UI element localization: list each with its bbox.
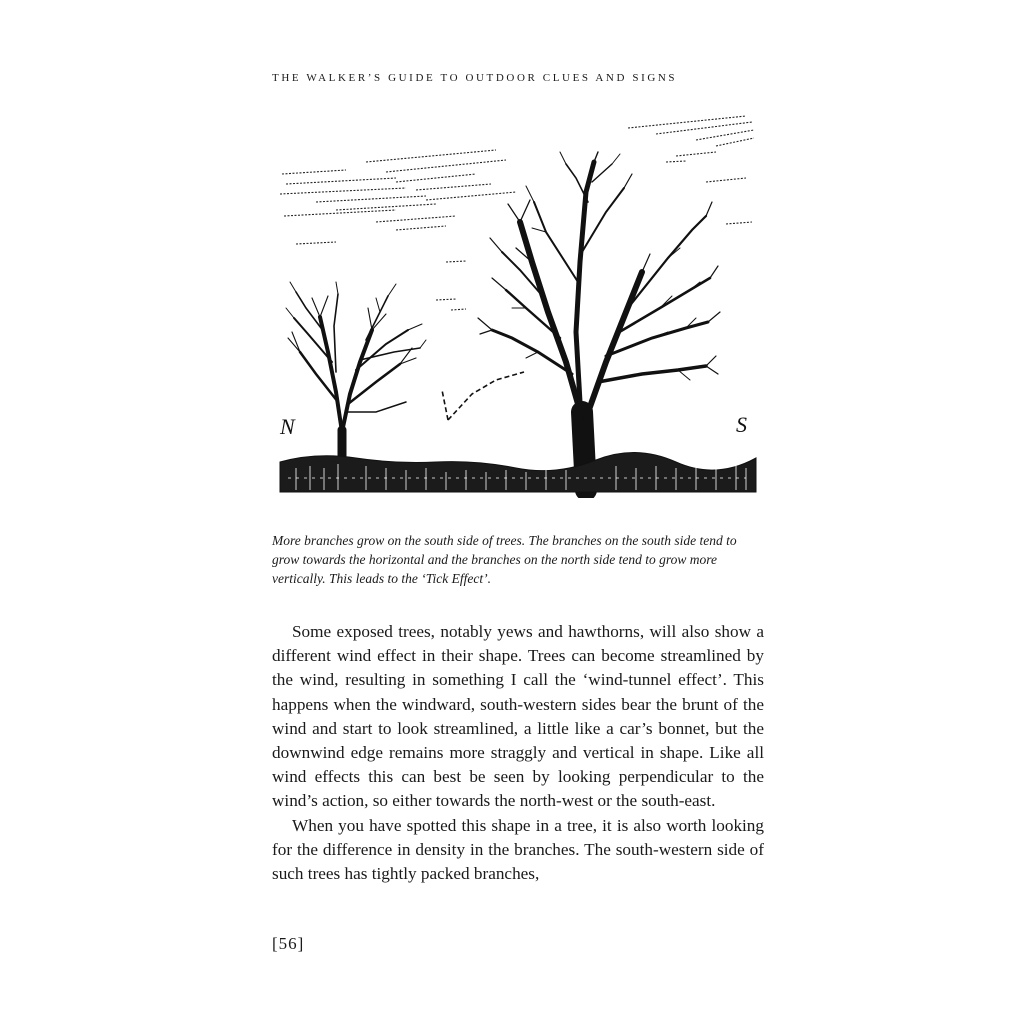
label-north: N <box>280 414 295 439</box>
cloud-strokes <box>280 116 754 310</box>
body-text <box>272 620 764 886</box>
tree-illustration <box>276 112 760 498</box>
label-south: S <box>736 412 747 437</box>
small-tree <box>286 282 426 472</box>
figure-caption: More branches grow on the south side of trees. The branches on the south side tend to grow towards the horizontal and the branches on the north side tend to grow more vertically. This leads to the ‘Tick Effect’. <box>272 533 737 586</box>
ground <box>280 452 756 492</box>
large-tree <box>478 152 720 490</box>
paragraph: Some exposed trees, notably yews and hawthorns, will also show a different wind effect in their shape. Trees can become streamlined by the wind, resulting in something I call the ‘wind-tunnel effect’. This happens when the windward, south-western sides bear the brunt of the wind and start to look streamlined, a little like a car’s bonnet, but the downwind edge remains more straggly and vertical in shape. Like all wind effects this can best be seen by looking perpendicular to the wind’s action, so either towards the north-west or the south-east. <box>272 622 764 811</box>
running-head: THE WALKER’S GUIDE TO OUTDOOR CLUES AND SIGNS <box>272 72 678 84</box>
page-number: [56] <box>272 934 305 953</box>
tick-effect-line <box>442 372 524 420</box>
paragraph: When you have spotted this shape in a tree, it is also worth looking for the difference in density in the branches. The south-western side of such trees has tightly packed branches, <box>272 815 764 884</box>
